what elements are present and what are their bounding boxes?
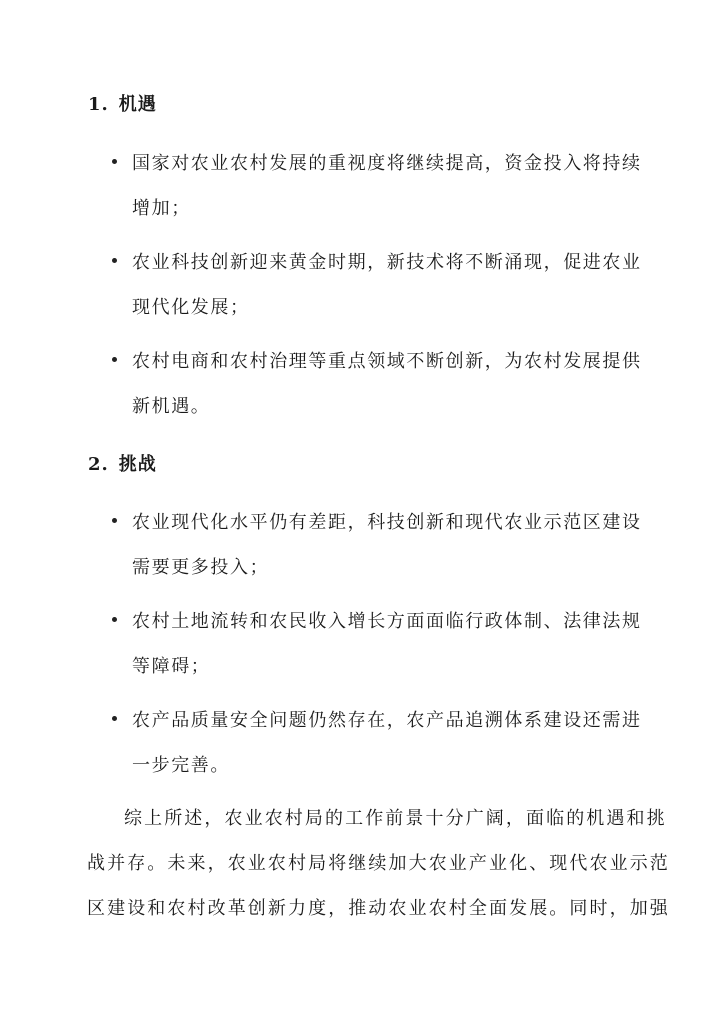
section-number: 2. xyxy=(88,454,109,475)
section-heading-opportunities xyxy=(88,90,157,116)
summary-line: 区建设和农村改革创新力度，推动农业农村全面发展。同时，加强 xyxy=(87,898,670,919)
list-item-text: 农村电商和农村治理等重点领域不断创新，为农村发展提供 xyxy=(132,351,642,372)
list-item-text-cont: 等障碍； xyxy=(132,656,211,677)
list-item-text-cont: 需要更多投入； xyxy=(132,557,270,578)
list-item-text-cont: 新机遇。 xyxy=(132,396,211,417)
section-heading-challenges xyxy=(88,450,157,476)
bullet-icon xyxy=(112,357,117,362)
summary-line: 战并存。未来，农业农村局将继续加大农业产业化、现代农业示范 xyxy=(87,853,670,874)
list-item-text: 国家对农业农村发展的重视度将继续提高，资金投入将持续 xyxy=(132,153,642,174)
bullet-icon xyxy=(112,716,117,721)
list-item-text: 农业科技创新迎来黄金时期，新技术将不断涌现，促进农业 xyxy=(132,252,642,273)
list-item-text: 农产品质量安全问题仍然存在，农产品追溯体系建设还需进 xyxy=(132,710,642,731)
section-title: 机遇 xyxy=(118,94,157,115)
list-item-text-cont: 增加； xyxy=(132,198,191,219)
list-item-text: 农村土地流转和农民收入增长方面面临行政体制、法律法规 xyxy=(132,611,642,632)
list-item-text-cont: 现代化发展； xyxy=(132,297,250,318)
bullet-icon xyxy=(112,518,117,523)
summary-line: 综上所述，农业农村局的工作前景十分广阔，面临的机遇和挑 xyxy=(124,808,667,829)
bullet-icon xyxy=(112,258,117,263)
list-item-text-cont: 一步完善。 xyxy=(132,755,230,776)
bullet-icon xyxy=(112,159,117,164)
section-number: 1. xyxy=(88,94,109,115)
bullet-icon xyxy=(112,617,117,622)
list-item-text: 农业现代化水平仍有差距，科技创新和现代农业示范区建设 xyxy=(132,512,642,533)
section-title: 挑战 xyxy=(118,454,157,475)
